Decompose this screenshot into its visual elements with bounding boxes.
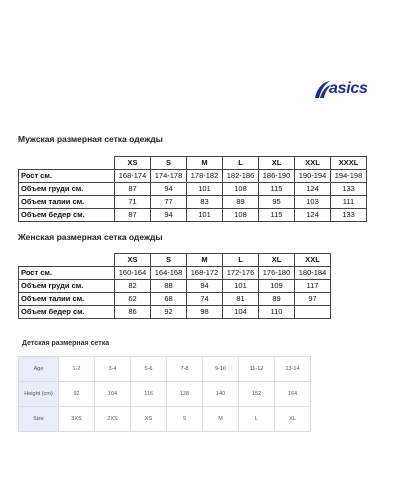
table-row xyxy=(19,357,311,382)
kids-value-cell: XL xyxy=(275,407,311,432)
womens-value-cell: 81 xyxy=(223,293,259,306)
womens-corner-cell xyxy=(19,254,115,267)
table-row xyxy=(19,382,311,407)
womens-value-cell: 176-180 xyxy=(259,267,295,280)
mens-size-header: XL xyxy=(259,157,295,170)
mens-value-cell: 111 xyxy=(331,196,367,209)
table-row xyxy=(19,267,331,280)
kids-row-label: Height (cm) xyxy=(19,382,59,407)
mens-value-cell: 101 xyxy=(187,209,223,222)
mens-size-header: L xyxy=(223,157,259,170)
womens-value-cell xyxy=(295,306,331,319)
womens-size-header: S xyxy=(151,254,187,267)
womens-value-cell: 160-164 xyxy=(115,267,151,280)
mens-value-cell: 168-174 xyxy=(115,170,151,183)
table-row xyxy=(19,280,331,293)
mens-row-label: Рост см. xyxy=(19,170,115,183)
womens-row-label: Объем бедер см. xyxy=(19,306,115,319)
womens-value-cell: 104 xyxy=(223,306,259,319)
kids-value-cell: M xyxy=(203,407,239,432)
womens-value-cell: 86 xyxy=(115,306,151,319)
womens-size-header: XXL xyxy=(295,254,331,267)
mens-value-cell: 89 xyxy=(223,196,259,209)
mens-header-row xyxy=(19,157,367,170)
mens-value-cell: 87 xyxy=(115,209,151,222)
table-row xyxy=(19,407,311,432)
womens-value-cell: 109 xyxy=(259,280,295,293)
womens-size-header: M xyxy=(187,254,223,267)
kids-value-cell: 104 xyxy=(95,382,131,407)
womens-header-row xyxy=(19,254,331,267)
womens-title: Женская размерная сетка одежды xyxy=(18,232,163,242)
mens-size-header: XXXL xyxy=(331,157,367,170)
kids-value-cell: 3-4 xyxy=(95,357,131,382)
kids-value-cell: 1-2 xyxy=(59,357,95,382)
kids-value-cell: 5-6 xyxy=(131,357,167,382)
kids-value-cell: 128 xyxy=(167,382,203,407)
womens-value-cell: 92 xyxy=(151,306,187,319)
table-row xyxy=(19,183,367,196)
asics-wordmark: asics xyxy=(329,80,368,97)
mens-size-header: S xyxy=(151,157,187,170)
kids-value-cell: 116 xyxy=(131,382,167,407)
womens-value-cell: 82 xyxy=(115,280,151,293)
mens-value-cell: 182-186 xyxy=(223,170,259,183)
mens-value-cell: 174-178 xyxy=(151,170,187,183)
mens-corner-cell xyxy=(19,157,115,170)
mens-value-cell: 87 xyxy=(115,183,151,196)
kids-row-label: Size xyxy=(19,407,59,432)
kids-size-table xyxy=(18,356,311,432)
mens-value-cell: 115 xyxy=(259,183,295,196)
womens-size-header: XS xyxy=(115,254,151,267)
asics-logo xyxy=(313,78,375,102)
mens-value-cell: 71 xyxy=(115,196,151,209)
mens-value-cell: 83 xyxy=(187,196,223,209)
kids-row-label: Age xyxy=(19,357,59,382)
womens-value-cell: 110 xyxy=(259,306,295,319)
kids-value-cell: 92 xyxy=(59,382,95,407)
mens-row-label: Объем груди см. xyxy=(19,183,115,196)
womens-value-cell: 88 xyxy=(151,280,187,293)
kids-value-cell: L xyxy=(239,407,275,432)
womens-value-cell: 62 xyxy=(115,293,151,306)
table-row xyxy=(19,293,331,306)
womens-row-label: Объем талии см. xyxy=(19,293,115,306)
mens-row-label: Объем бедер см. xyxy=(19,209,115,222)
womens-value-cell: 101 xyxy=(223,280,259,293)
mens-value-cell: 94 xyxy=(151,209,187,222)
mens-size-header: XS xyxy=(115,157,151,170)
kids-value-cell: 11-12 xyxy=(239,357,275,382)
kids-value-cell: S xyxy=(167,407,203,432)
womens-value-cell: 74 xyxy=(187,293,223,306)
table-row xyxy=(19,196,367,209)
kids-value-cell: 140 xyxy=(203,382,239,407)
womens-value-cell: 117 xyxy=(295,280,331,293)
womens-value-cell: 68 xyxy=(151,293,187,306)
mens-value-cell: 77 xyxy=(151,196,187,209)
kids-value-cell: 7-8 xyxy=(167,357,203,382)
kids-value-cell: 2XS xyxy=(95,407,131,432)
mens-value-cell: 115 xyxy=(259,209,295,222)
mens-size-header: XXL xyxy=(295,157,331,170)
mens-value-cell: 186-190 xyxy=(259,170,295,183)
kids-value-cell: XS xyxy=(131,407,167,432)
mens-value-cell: 124 xyxy=(295,209,331,222)
womens-value-cell: 98 xyxy=(187,306,223,319)
mens-value-cell: 103 xyxy=(295,196,331,209)
table-row xyxy=(19,209,367,222)
table-row xyxy=(19,306,331,319)
mens-value-cell: 190-194 xyxy=(295,170,331,183)
mens-value-cell: 108 xyxy=(223,209,259,222)
womens-size-header: XL xyxy=(259,254,295,267)
kids-title: Детская размерная сетка xyxy=(22,340,110,347)
womens-row-label: Рост см. xyxy=(19,267,115,280)
kids-value-cell: 164 xyxy=(275,382,311,407)
womens-value-cell: 168-172 xyxy=(187,267,223,280)
womens-row-label: Объем груди см. xyxy=(19,280,115,293)
mens-value-cell: 94 xyxy=(151,183,187,196)
mens-value-cell: 194-198 xyxy=(331,170,367,183)
mens-value-cell: 108 xyxy=(223,183,259,196)
kids-value-cell: 13-14 xyxy=(275,357,311,382)
mens-size-table xyxy=(18,156,367,222)
mens-title: Мужская размерная сетка одежды xyxy=(18,134,163,144)
womens-value-cell: 164-168 xyxy=(151,267,187,280)
womens-size-header: L xyxy=(223,254,259,267)
womens-value-cell: 180-184 xyxy=(295,267,331,280)
womens-value-cell: 172-176 xyxy=(223,267,259,280)
mens-value-cell: 101 xyxy=(187,183,223,196)
womens-value-cell: 97 xyxy=(295,293,331,306)
womens-value-cell: 89 xyxy=(259,293,295,306)
mens-size-header: M xyxy=(187,157,223,170)
mens-value-cell: 133 xyxy=(331,209,367,222)
mens-value-cell: 95 xyxy=(259,196,295,209)
kids-value-cell: 152 xyxy=(239,382,275,407)
womens-size-table xyxy=(18,253,331,319)
table-row xyxy=(19,170,367,183)
womens-value-cell: 94 xyxy=(187,280,223,293)
mens-value-cell: 178-182 xyxy=(187,170,223,183)
kids-value-cell: 9-10 xyxy=(203,357,239,382)
mens-value-cell: 124 xyxy=(295,183,331,196)
mens-value-cell: 133 xyxy=(331,183,367,196)
mens-row-label: Объем талии см. xyxy=(19,196,115,209)
kids-value-cell: 3XS xyxy=(59,407,95,432)
